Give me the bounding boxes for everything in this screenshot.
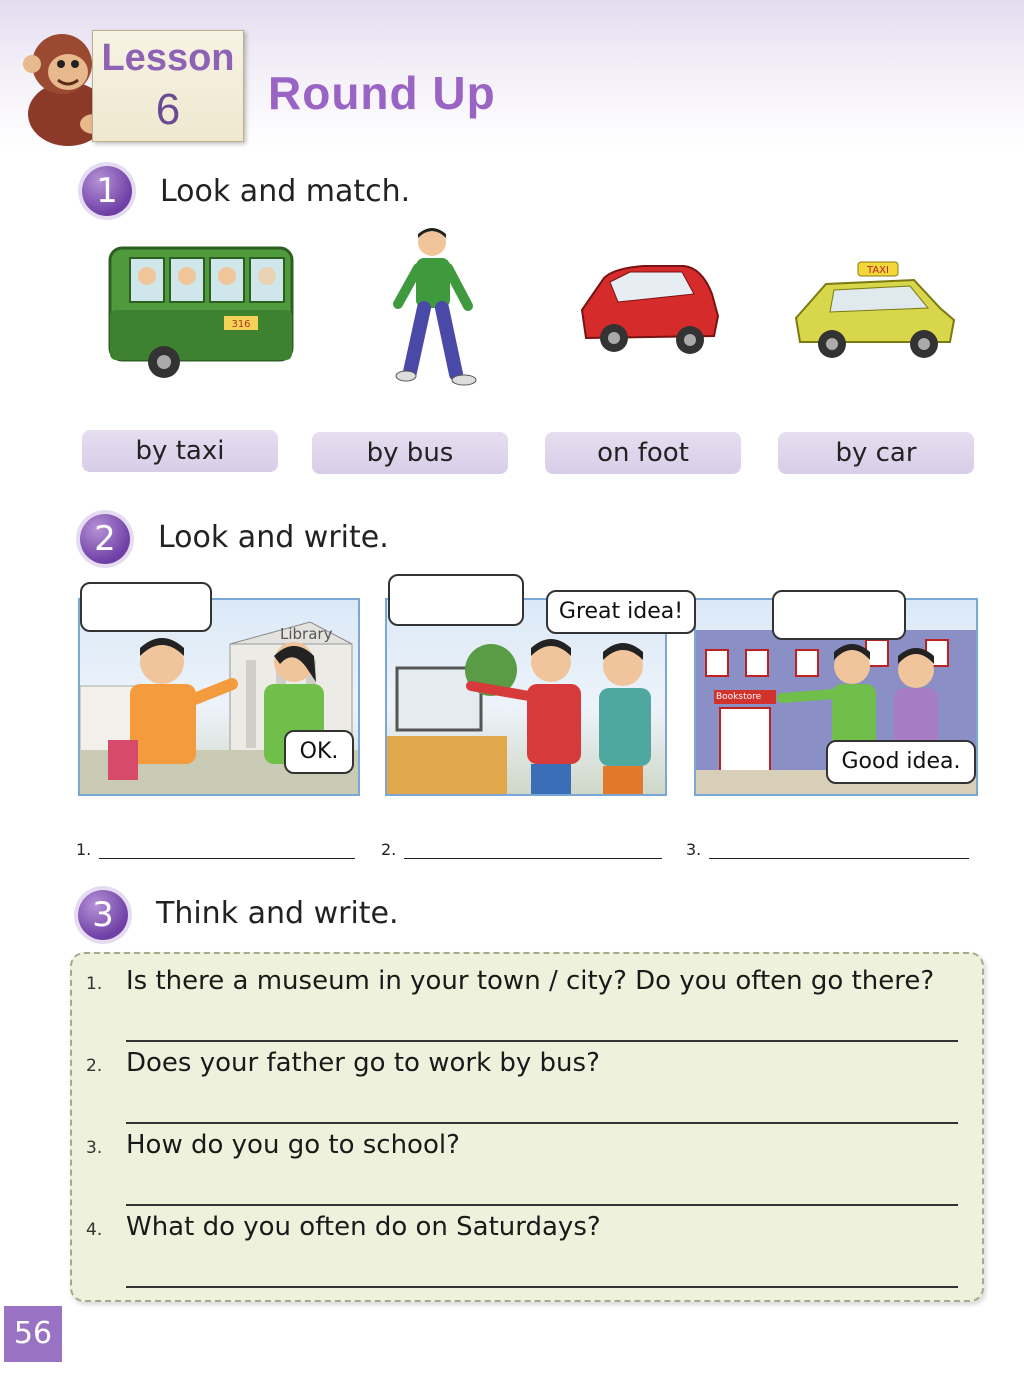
option-pill-3[interactable]: on foot (545, 432, 741, 474)
question-number-3: 3. (86, 1138, 103, 1158)
speech-bubble-3-blank[interactable] (772, 590, 906, 640)
speech-bubble-1-blank[interactable] (80, 582, 212, 632)
answer-field-1[interactable] (126, 1040, 958, 1042)
section-2-title: Look and write. (158, 520, 389, 555)
question-text-4: What do you often do on Saturdays? (126, 1212, 601, 1242)
section-1-title: Look and match. (160, 174, 411, 209)
question-text-3: How do you go to school? (126, 1130, 460, 1160)
speech-bubble-2-reply: Great idea! (546, 590, 696, 634)
option-pill-1[interactable]: by taxi (82, 430, 278, 472)
section-3-title: Think and write. (156, 896, 399, 931)
speech-bubble-3-reply: Good idea. (826, 740, 976, 784)
option-pill-4[interactable]: by car (778, 432, 974, 474)
questions-box (70, 952, 984, 1302)
option-pill-2[interactable]: by bus (312, 432, 508, 474)
section-3-badge: 3 (78, 890, 128, 940)
question-number-2: 2. (86, 1056, 103, 1076)
answer-label-1: 1. (76, 840, 92, 859)
section-2-badge: 2 (80, 514, 130, 564)
lesson-card (92, 30, 244, 142)
bus-number: 316 (231, 319, 251, 330)
walking-boy-icon (384, 224, 484, 390)
taxi-icon (790, 258, 960, 362)
answer-field-3[interactable] (126, 1204, 958, 1206)
taxi-sign: TAXI (867, 265, 889, 276)
answer-line-3[interactable] (686, 840, 969, 859)
question-text-2: Does your father go to work by bus? (126, 1048, 600, 1078)
bus-icon (106, 240, 296, 380)
answer-label-2: 2. (381, 840, 397, 859)
page-number: 56 (4, 1306, 62, 1362)
library-sign: Library (280, 625, 333, 643)
question-number-1: 1. (86, 974, 103, 994)
answer-line-2[interactable] (381, 840, 662, 859)
answer-field-2[interactable] (126, 1122, 958, 1124)
page-title: Round Up (268, 67, 496, 119)
speech-bubble-1-reply: OK. (284, 730, 354, 774)
answer-label-3: 3. (686, 840, 702, 859)
question-text-1: Is there a museum in your town / city? Do you often go there? (126, 966, 935, 996)
answer-field-4[interactable] (126, 1286, 958, 1288)
bookstore-sign: Bookstore (716, 692, 762, 702)
lesson-number: 6 (155, 85, 181, 134)
lesson-label: Lesson (101, 37, 235, 79)
answer-line-1[interactable] (76, 840, 355, 859)
section-1-badge: 1 (82, 166, 132, 216)
red-car-icon (574, 258, 724, 358)
speech-bubble-2-blank[interactable] (388, 574, 524, 626)
question-number-4: 4. (86, 1220, 103, 1240)
